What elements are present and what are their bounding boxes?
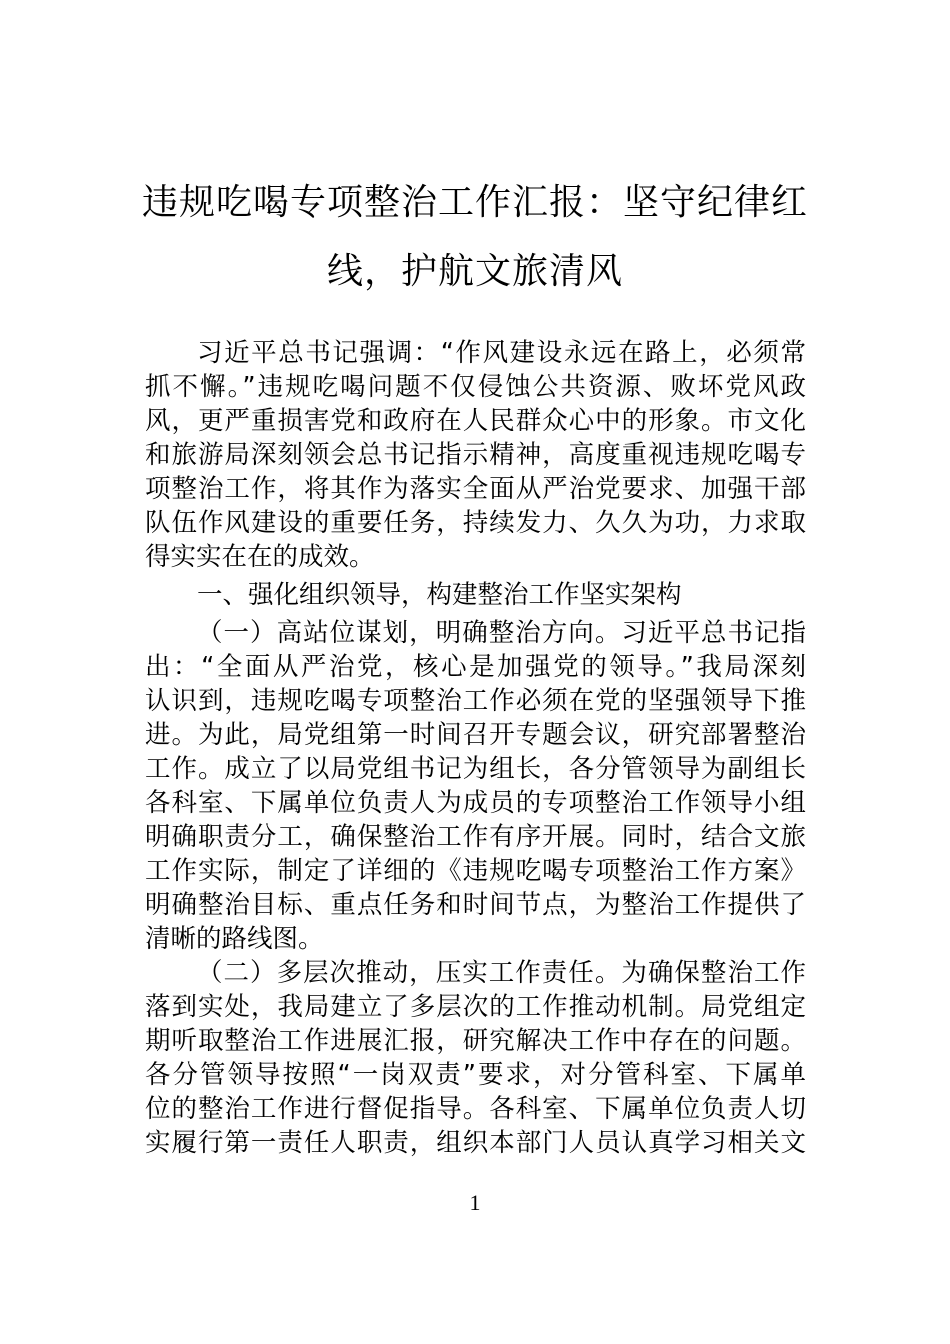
- text-line: （二）多层次推动，压实工作责任。为确保整治工作: [197, 958, 806, 988]
- page-number: 1: [469, 1190, 481, 1215]
- text-line: 清晰的路线图。: [145, 924, 324, 954]
- document-title-line-1: 违规吃喝专项整治工作汇报：坚守纪律红: [141, 182, 808, 223]
- document-body: [145, 336, 806, 1160]
- text-line: 明确职责分工，确保整治工作有序开展。同时，结合文旅: [145, 822, 806, 852]
- text-line: 认识到，违规吃喝专项整治工作必须在党的坚强领导下推: [145, 686, 806, 716]
- text-line: 落到实处，我局建立了多层次的工作推动机制。局党组定: [145, 992, 806, 1022]
- text-line: 一、强化组织领导，构建整治工作坚实架构: [197, 580, 682, 610]
- text-line: 和旅游局深刻领会总书记指示精神，高度重视违规吃喝专: [145, 440, 806, 470]
- text-line: 工作。成立了以局党组书记为组长，各分管领导为副组长: [145, 754, 806, 784]
- paragraph: [145, 956, 806, 1160]
- document-title-line-2: 线，护航文旅清风: [326, 251, 623, 292]
- text-line: 位的整治工作进行督促指导。各科室、下属单位负责人切: [145, 1094, 806, 1124]
- paragraph: [145, 336, 806, 574]
- text-line: 明确整治目标、重点任务和时间节点，为整治工作提供了: [145, 890, 806, 920]
- text-line: 项整治工作，将其作为落实全面从严治党要求、加强干部: [145, 474, 806, 504]
- text-line: 期听取整治工作进展汇报，研究解决工作中存在的问题。: [145, 1026, 806, 1056]
- text-line: 习近平总书记强调：“作风建设永远在路上，必须常: [197, 338, 806, 368]
- text-line: 各分管领导按照“一岗双责”要求，对分管科室、下属单: [145, 1060, 806, 1090]
- text-line: 各科室、下属单位负责人为成员的专项整治工作领导小组: [145, 788, 806, 818]
- text-line: 出：“全面从严治党，核心是加强党的领导。”我局深刻: [145, 652, 806, 682]
- text-line: 得实实在在的成效。: [145, 542, 375, 572]
- text-line: 抓不懈。”违规吃喝问题不仅侵蚀公共资源、败坏党风政: [145, 372, 806, 402]
- text-line: 风，更严重损害党和政府在人民群众心中的形象。市文化: [145, 406, 806, 436]
- text-line: 进。为此，局党组第一时间召开专题会议，研究部署整治: [145, 720, 806, 750]
- section-heading: [145, 578, 806, 616]
- text-line: （一）高站位谋划，明确整治方向。习近平总书记指: [197, 618, 806, 648]
- text-line: 实履行第一责任人职责，组织本部门人员认真学习相关文: [145, 1128, 806, 1158]
- paragraph: [145, 616, 806, 956]
- text-line: 工作实际，制定了详细的《违规吃喝专项整治工作方案》: [145, 856, 806, 886]
- text-line: 队伍作风建设的重要任务，持续发力、久久为功，力求取: [145, 508, 806, 538]
